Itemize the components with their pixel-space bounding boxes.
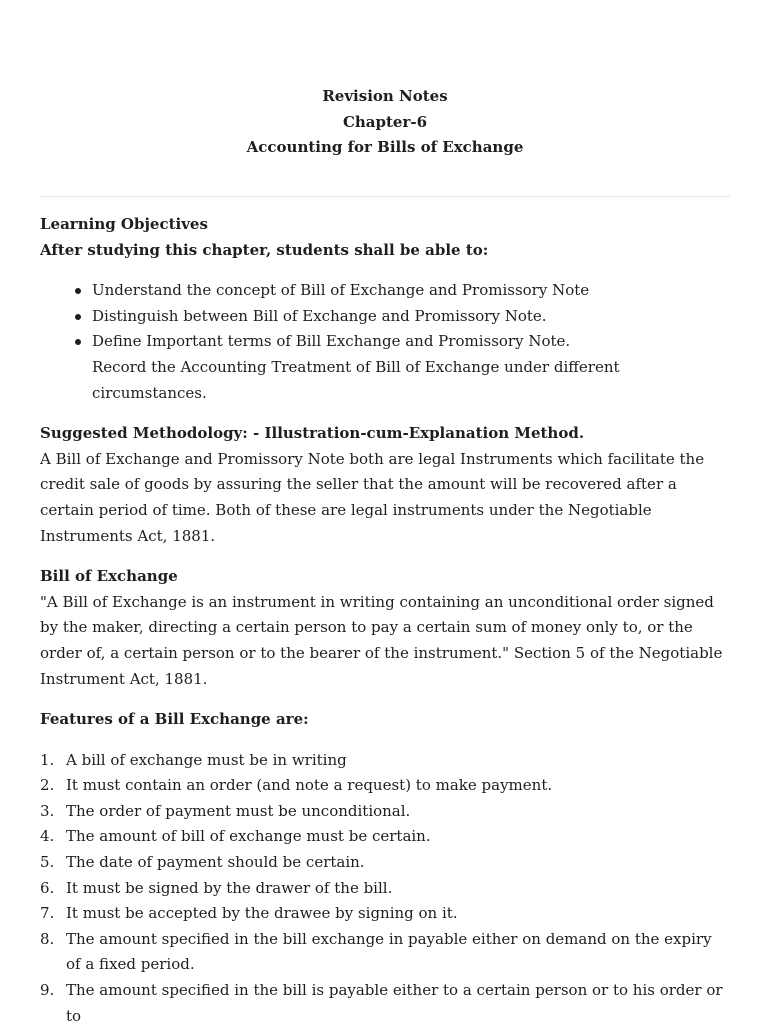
features-heading: Features of a Bill Exchange are: [40,710,309,729]
list-item [40,748,730,774]
title-chapter: Chapter-6 [342,112,428,131]
document-body [40,212,730,1029]
learning-objectives-subheading: After studying this chapter, students shall be able to: [40,240,489,259]
list-number: 7. [40,904,55,923]
list-number: 1. [40,750,55,769]
list-item: Record the Accounting Treatment of Bill of Exchange under different circumstances. [92,357,620,402]
list-text: It must be signed by the drawer of the bill. [66,878,393,897]
features-list [40,748,730,1029]
list-item [40,978,730,1029]
list-text: The amount of bill of exchange must be certain. [66,827,431,846]
list-item: Define Important terms of Bill Exchange and Promissory Note. [92,329,730,355]
list-item [40,927,730,978]
list-text: It must be accepted by the drawee by signing on it. [66,904,458,923]
list-item: Distinguish between Bill of Exchange and Promissory Note. [92,304,730,330]
list-item [40,799,730,825]
list-text: The date of payment should be certain. [66,853,365,872]
list-number: 6. [40,878,55,897]
title-revision-notes: Revision Notes [322,87,448,105]
list-number: 4. [40,827,55,846]
list-item: Understand the concept of Bill of Exchange and Promissory Note [92,278,730,304]
learning-objectives-heading: Learning Objectives [40,215,208,233]
list-item [40,773,730,799]
list-item [40,850,730,876]
list-number: 9. [40,981,55,1000]
bill-of-exchange-heading: Bill of Exchange [40,567,178,586]
list-text: The order of payment must be unconditional. [66,801,411,820]
list-number: 2. [40,776,55,795]
document-title-block [40,84,730,161]
list-text: The amount specified in the bill exchange in payable either on demand on the expiry of a fixed period. [66,929,712,974]
list-text: It must contain an order (and note a request) to make payment. [66,776,553,795]
bill-of-exchange-definition: "A Bill of Exchange is an instrument in writing containing an unconditional order signed by the maker, directing a certain person to pay a certain sum of money only to, or the order of, a certain person or to the bearer of the instrument." Section 5 of the Negotiable Instrument Act, 1881. [40,592,723,688]
horizontal-divider [40,196,730,197]
list-number: 8. [40,929,55,948]
list-item [40,901,730,927]
list-item [40,876,730,902]
list-text: A bill of exchange must be in writing [66,750,347,769]
list-number: 3. [40,801,55,820]
title-chapter-name: Accounting for Bills of Exchange [246,138,524,156]
list-number: 5. [40,853,55,872]
methodology-heading: Suggested Methodology: - Illustration-cum-Explanation Method. [40,424,585,443]
list-text: The amount specified in the bill is payable either to a certain person or to his order or to [66,981,723,1025]
objectives-list [40,278,730,406]
list-item [40,824,730,850]
methodology-paragraph: A Bill of Exchange and Promissory Note both are legal Instruments which facilitate the credit sale of goods by assuring the seller that the amount will be recovered after a certain period of time. Both of these are legal instruments under the Negotiable Instruments Act, 1881. [40,449,705,545]
